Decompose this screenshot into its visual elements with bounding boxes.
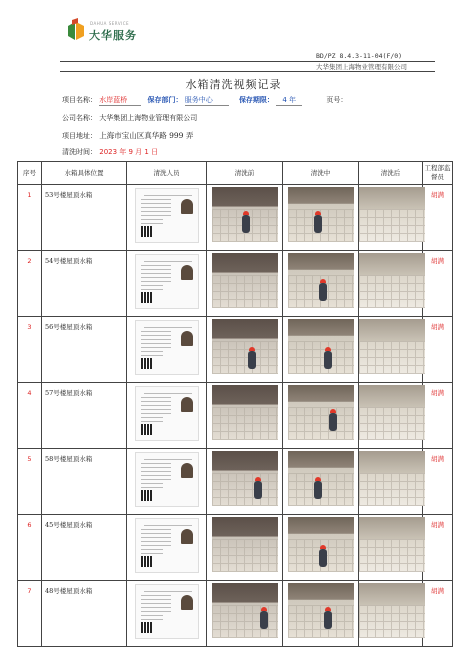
before-cell [207, 317, 283, 383]
logo-text: 大华服务 [89, 29, 137, 42]
worker-figure [254, 481, 262, 499]
worker-figure [242, 215, 250, 233]
table-row [18, 185, 453, 251]
card-text-line [144, 393, 192, 394]
before-photo[interactable] [212, 253, 278, 308]
table-row [18, 383, 453, 449]
card-text-line [141, 397, 171, 398]
card-text-line [141, 215, 171, 216]
logo-subtitle: DAHUA SERVICE [90, 21, 130, 26]
card-text-line [141, 611, 171, 612]
card-text-line [141, 463, 171, 464]
during-cell [283, 383, 359, 449]
table-row [18, 251, 453, 317]
during-photo[interactable] [288, 583, 354, 638]
page-title: 水箱清洗视频记录 [185, 78, 282, 91]
table-row [18, 449, 453, 515]
card-text-line [141, 541, 171, 542]
card-text-line [141, 347, 171, 348]
header-during: 清洗中 [283, 162, 359, 185]
tile-wall [212, 341, 278, 374]
staff-id-card-image[interactable] [135, 386, 199, 441]
card-text-line [141, 533, 171, 534]
tile-wall [212, 539, 278, 572]
staff-id-card-image[interactable] [135, 584, 199, 639]
worker-figure [324, 351, 332, 369]
worker-figure [319, 283, 327, 301]
tank-location: 53号楼屋顶水箱 [42, 185, 127, 251]
period-value: 4 年 [276, 95, 302, 106]
card-text-line [141, 277, 171, 278]
before-photo[interactable] [212, 451, 278, 506]
during-photo[interactable] [288, 187, 354, 242]
card-text-line [141, 537, 171, 538]
logo-leaf-icon [66, 18, 86, 42]
worker-figure [260, 611, 268, 629]
tile-wall [359, 473, 425, 506]
supervisor-signature: 胡满 [423, 449, 453, 515]
staff-cell [127, 185, 207, 251]
card-text-line [141, 331, 171, 332]
tank-location: 54号楼屋顶水箱 [42, 251, 127, 317]
tile-wall [288, 407, 354, 440]
before-cell [207, 581, 283, 647]
after-cell [359, 383, 423, 449]
during-photo[interactable] [288, 385, 354, 440]
card-text-line [141, 417, 163, 418]
card-text-line [141, 219, 163, 220]
header-rule-bottom [60, 71, 435, 72]
tile-wall [212, 275, 278, 308]
supervisor-signature: 胡满 [423, 317, 453, 383]
before-photo[interactable] [212, 319, 278, 374]
tile-wall [359, 605, 425, 638]
tile-wall [359, 275, 425, 308]
staff-cell [127, 515, 207, 581]
qr-code-icon [141, 490, 152, 501]
card-text-line [141, 351, 163, 352]
staff-photo [181, 265, 193, 280]
address-label: 项目地址： [62, 132, 97, 140]
after-photo[interactable] [359, 451, 425, 506]
staff-photo [181, 199, 193, 214]
card-text-line [141, 281, 171, 282]
card-text-line [141, 471, 171, 472]
helmet-icon [325, 347, 331, 351]
card-text-line [141, 203, 171, 204]
after-photo[interactable] [359, 385, 425, 440]
during-cell [283, 515, 359, 581]
staff-cell [127, 581, 207, 647]
card-text-line [141, 409, 171, 410]
card-text-line [141, 615, 163, 616]
card-text-line [141, 401, 171, 402]
helmet-icon [320, 279, 326, 283]
table-row [18, 581, 453, 647]
during-photo[interactable] [288, 451, 354, 506]
before-cell [207, 251, 283, 317]
after-photo[interactable] [359, 187, 425, 242]
address-value: 上海市宝山区真华路 999 弄 [99, 131, 194, 140]
row-number: 6 [18, 515, 42, 581]
staff-id-card-image[interactable] [135, 518, 199, 573]
helmet-icon [330, 409, 336, 413]
tile-wall [288, 605, 354, 638]
card-text-line [141, 599, 171, 600]
worker-figure [314, 215, 322, 233]
header-company: 大华集团上海物业管理有限公司 [316, 63, 407, 71]
card-text-line [141, 607, 171, 608]
after-photo[interactable] [359, 319, 425, 374]
tank-location: 56号楼屋顶水箱 [42, 317, 127, 383]
table-header-row [18, 162, 453, 185]
during-photo[interactable] [288, 253, 354, 308]
card-text-line [141, 405, 171, 406]
document-number: BD/PZ 8.4.3-11-04(F/0) [316, 52, 403, 60]
card-text-line [141, 223, 163, 224]
staff-cell [127, 251, 207, 317]
card-text-line [141, 487, 163, 488]
card-text-line [144, 525, 192, 526]
card-text-line [141, 421, 163, 422]
tile-wall [288, 341, 354, 374]
header-no: 序号 [18, 162, 42, 185]
card-text-line [141, 207, 171, 208]
card-text-line [141, 529, 171, 530]
before-photo[interactable] [212, 385, 278, 440]
staff-id-card-image[interactable] [135, 320, 199, 375]
card-text-line [141, 265, 171, 266]
before-cell [207, 449, 283, 515]
row-number: 3 [18, 317, 42, 383]
card-text-line [141, 619, 163, 620]
company-logo [66, 18, 156, 44]
card-text-line [141, 603, 171, 604]
supervisor-signature: 胡满 [423, 251, 453, 317]
header-supervisor: 工程部监督员 [423, 162, 453, 185]
helmet-icon [315, 211, 321, 215]
staff-photo [181, 463, 193, 478]
qr-code-icon [141, 424, 152, 435]
date-value: 2023 年 9 月 1 日 [99, 148, 159, 156]
card-text-line [141, 413, 171, 414]
during-cell [283, 449, 359, 515]
card-text-line [144, 195, 192, 196]
card-text-line [141, 553, 163, 554]
header-after: 清洗后 [359, 162, 423, 185]
helmet-icon [320, 545, 326, 549]
worker-figure [329, 413, 337, 431]
staff-photo [181, 331, 193, 346]
helmet-icon [249, 347, 255, 351]
staff-cell [127, 317, 207, 383]
row-number: 7 [18, 581, 42, 647]
meta-line-date [62, 147, 158, 157]
tile-wall [359, 209, 425, 242]
after-photo[interactable] [359, 517, 425, 572]
card-text-line [141, 483, 163, 484]
during-photo[interactable] [288, 517, 354, 572]
during-cell [283, 581, 359, 647]
staff-id-card-image[interactable] [135, 452, 199, 507]
row-number: 5 [18, 449, 42, 515]
qr-code-icon [141, 556, 152, 567]
card-text-line [144, 327, 192, 328]
helmet-icon [315, 477, 321, 481]
card-text-line [141, 273, 171, 274]
before-cell [207, 515, 283, 581]
staff-id-card-image[interactable] [135, 188, 199, 243]
project-value: 水岸蓝桥 [99, 95, 141, 106]
staff-cell [127, 383, 207, 449]
card-text-line [141, 595, 171, 596]
row-number: 1 [18, 185, 42, 251]
before-cell [207, 383, 283, 449]
card-text-line [141, 467, 171, 468]
after-photo[interactable] [359, 583, 425, 638]
qr-code-icon [141, 292, 152, 303]
supervisor-signature: 胡满 [423, 581, 453, 647]
qr-code-icon [141, 358, 152, 369]
after-cell [359, 185, 423, 251]
qr-code-icon [141, 226, 152, 237]
during-cell [283, 251, 359, 317]
project-label: 项目名称： [62, 96, 97, 104]
tile-wall [359, 539, 425, 572]
card-text-line [141, 269, 171, 270]
page-label: 页号： [326, 96, 348, 104]
before-cell [207, 185, 283, 251]
date-label: 清洗时间： [62, 148, 97, 156]
before-photo[interactable] [212, 583, 278, 638]
worker-figure [324, 611, 332, 629]
after-cell [359, 317, 423, 383]
card-text-line [141, 285, 163, 286]
card-text-line [144, 459, 192, 460]
tile-wall [212, 473, 278, 506]
tile-wall [359, 407, 425, 440]
card-text-line [141, 549, 163, 550]
row-number: 2 [18, 251, 42, 317]
card-text-line [141, 335, 171, 336]
tile-wall [212, 605, 278, 638]
before-photo[interactable] [212, 517, 278, 572]
supervisor-signature: 胡满 [423, 515, 453, 581]
meta-line-company [62, 113, 197, 123]
meta-line-project [62, 95, 347, 106]
staff-photo [181, 529, 193, 544]
staff-id-card-image[interactable] [135, 254, 199, 309]
card-text-line [141, 545, 171, 546]
helmet-icon [243, 211, 249, 215]
during-photo[interactable] [288, 319, 354, 374]
worker-figure [319, 549, 327, 567]
card-text-line [141, 339, 171, 340]
dept-value: 服务中心 [185, 95, 229, 106]
before-photo[interactable] [212, 187, 278, 242]
staff-photo [181, 397, 193, 412]
header-location: 水箱具体位置 [42, 162, 127, 185]
header-staff: 清洗人员 [127, 162, 207, 185]
card-text-line [144, 591, 192, 592]
supervisor-signature: 胡满 [423, 185, 453, 251]
after-cell [359, 581, 423, 647]
tank-location: 58号楼屋顶水箱 [42, 449, 127, 515]
company-label: 公司名称： [62, 114, 97, 122]
row-number: 4 [18, 383, 42, 449]
tile-wall [359, 341, 425, 374]
helmet-icon [255, 477, 261, 481]
qr-code-icon [141, 622, 152, 633]
after-cell [359, 515, 423, 581]
card-text-line [141, 475, 171, 476]
worker-figure [248, 351, 256, 369]
after-cell [359, 449, 423, 515]
card-text-line [141, 343, 171, 344]
helmet-icon [261, 607, 267, 611]
card-text-line [141, 211, 171, 212]
card-text-line [141, 289, 163, 290]
tank-location: 57号楼屋顶水箱 [42, 383, 127, 449]
card-text-line [141, 199, 171, 200]
header-before: 清洗前 [207, 162, 283, 185]
card-text-line [141, 355, 163, 356]
meta-line-address [62, 130, 193, 141]
supervisor-signature: 胡满 [423, 383, 453, 449]
period-label: 保存期限： [238, 96, 274, 104]
dept-label: 保存部门： [147, 96, 183, 104]
helmet-icon [325, 607, 331, 611]
table-row [18, 317, 453, 383]
staff-cell [127, 449, 207, 515]
card-text-line [141, 479, 171, 480]
tank-location: 45号楼屋顶水箱 [42, 515, 127, 581]
cleaning-record-table [17, 161, 453, 647]
tile-wall [212, 407, 278, 440]
after-photo[interactable] [359, 253, 425, 308]
card-text-line [144, 261, 192, 262]
after-cell [359, 251, 423, 317]
staff-photo [181, 595, 193, 610]
during-cell [283, 185, 359, 251]
tank-location: 48号楼屋顶水箱 [42, 581, 127, 647]
table-row [18, 515, 453, 581]
company-value: 大华集团上海物业管理有限公司 [99, 114, 198, 122]
during-cell [283, 317, 359, 383]
worker-figure [314, 481, 322, 499]
